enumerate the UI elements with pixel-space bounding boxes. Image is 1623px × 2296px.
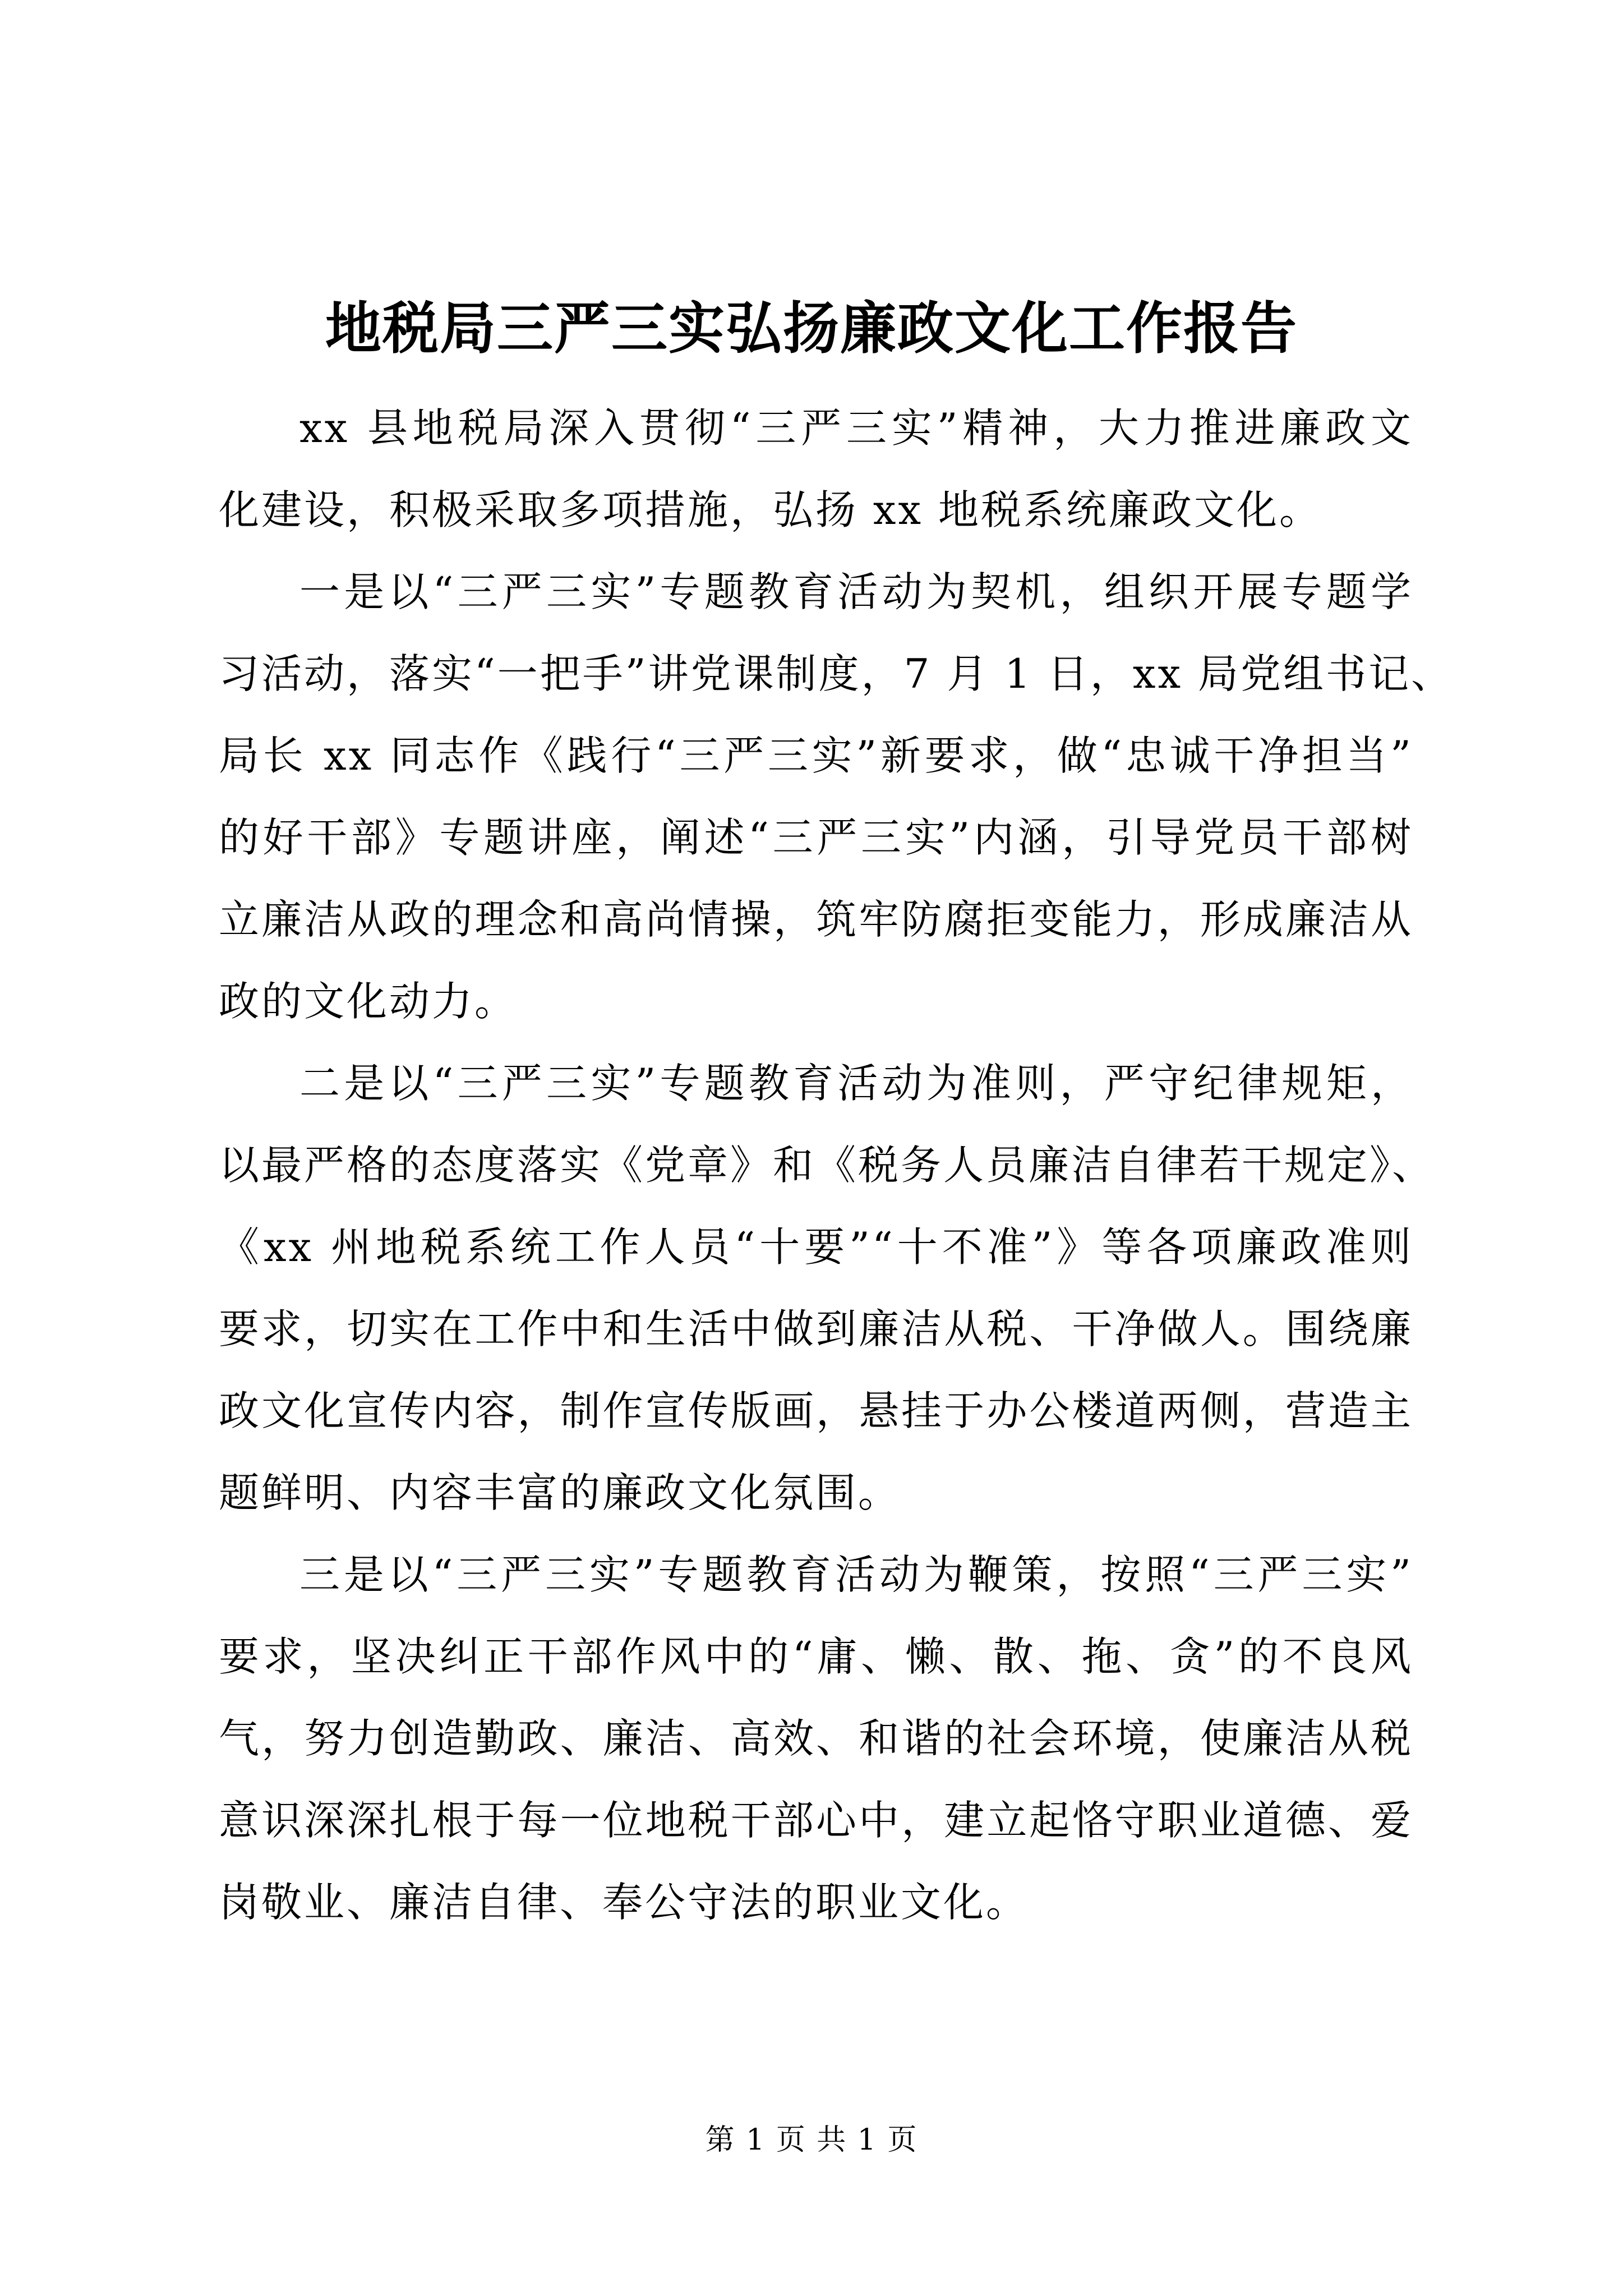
paragraph-line: 政文化宣传内容，制作宣传版画，悬挂于办公楼道两侧，营造主 [219,1387,1413,1434]
paragraph-point-three [219,1534,1413,1943]
paragraph-line: 《xx 州地税系统工作人员“十要”“十不准”》等各项廉政准则 [219,1223,1413,1271]
paragraph-line: 习活动，落实“一把手”讲党课制度，7 月 1 日，xx 局党组书记、 [219,650,1454,697]
paragraph-line: 气，努力创造勤政、廉洁、高效、和谐的社会环境，使廉洁从税 [219,1715,1413,1762]
paragraph-line: 三是以“三严三实”专题教育活动为鞭策，按照“三严三实” [299,1551,1413,1598]
document-body [219,387,1454,1943]
paragraph-line: 的好干部》专题讲座，阐述“三严三实”内涵，引导党员干部树 [219,814,1413,861]
paragraph-line: 以最严格的态度落实《党章》和《税务人员廉洁自律若干规定》、 [219,1142,1435,1189]
paragraph-line: 意识深深扎根于每一位地税干部心中，建立起恪守职业道德、爱 [219,1797,1413,1844]
page-number-footer: 第 1 页 共 1 页 [705,2123,918,2157]
paragraph-line: 要求，切实在工作中和生活中做到廉洁从税、干净做人。围绕廉 [219,1305,1413,1352]
document-title: 地税局三严三实弘扬廉政文化工作报告 [325,295,1298,361]
paragraph-line: 题鲜明、内容丰富的廉政文化氛围。 [219,1469,901,1516]
paragraph-line: 政的文化动力。 [219,978,518,1025]
paragraph-intro [219,387,1413,551]
paragraph-point-one [219,551,1454,1042]
paragraph-line: xx 县地税局深入贯彻“三严三实”精神，大力推进廉政文 [299,404,1413,452]
paragraph-line: 要求，坚决纠正干部作风中的“庸、懒、散、拖、贪”的不良风 [219,1633,1413,1680]
paragraph-line: 一是以“三严三实”专题教育活动为契机，组织开展专题学 [299,568,1413,615]
paragraph-line: 岗敬业、廉洁自律、奉公守法的职业文化。 [219,1879,1029,1926]
paragraph-line: 局长 xx 同志作《践行“三严三实”新要求，做“忠诚干净担当” [219,732,1413,779]
paragraph-point-two [219,1042,1435,1534]
paragraph-line: 立廉洁从政的理念和高尚情操，筑牢防腐拒变能力，形成廉洁从 [219,896,1413,943]
paragraph-line: 二是以“三严三实”专题教育活动为准则，严守纪律规矩， [299,1060,1413,1107]
paragraph-line: 化建设，积极采取多项措施，弘扬 xx 地税系统廉政文化。 [219,486,1322,533]
